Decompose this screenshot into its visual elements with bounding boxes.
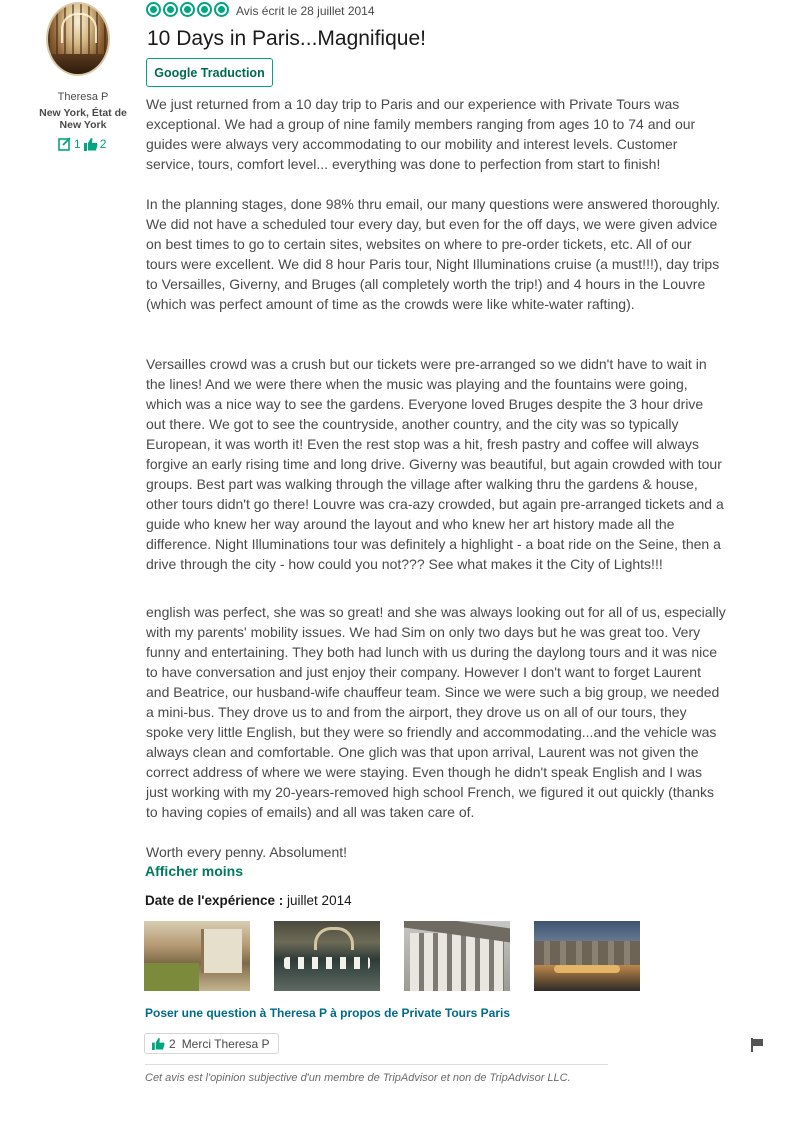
- thanks-label: Merci Theresa P: [181, 1036, 270, 1051]
- review-photo[interactable]: [404, 921, 510, 991]
- rating-bubble: [146, 2, 161, 17]
- reviewer-location: New York, État de New York: [39, 107, 127, 131]
- review-title[interactable]: 10 Days in Paris...Magnifique!: [147, 27, 426, 50]
- review-photo[interactable]: [144, 921, 250, 991]
- rating-bubble: [180, 2, 195, 17]
- review-count-icon: [58, 137, 72, 151]
- review-paragraph: english was perfect, she was so great! and she was always looking out for all of us, especially with my parents' mobility issues. We had Sim on only two days but he was great too. Very funny and entertaining. They both had lunch with us during the daylong tours and it was nice to have conversation and just enjoy their company. However I don't want to forget Laurent and Beatrice, our husband-wife chauffeur team. Since we were such a big group, we needed a mini-bus. They drove us to and from the airport, they drove us on all of our tours, they spoke very little English, but they were so friendly and accommodating...and the vehicle was always clean and comfortable. One glich was that upon arrival, Laurent was not given the correct address of where we were staying. Even though he didn't speak English and I was just working with my 20-years-removed high school French, we figured it out quickly (thanks to having copies of emails) and all was taken care of.: [146, 604, 726, 820]
- thanks-button[interactable]: [144, 1033, 279, 1054]
- avatar-photo-detail: [61, 13, 97, 43]
- experience-date-value: juillet 2014: [287, 893, 352, 908]
- thanks-count: 2: [169, 1036, 176, 1051]
- reviewer-name[interactable]: Theresa P: [57, 91, 109, 103]
- review-paragraph: Worth every penny. Absolument!: [146, 844, 348, 860]
- divider: [145, 1064, 608, 1065]
- review-paragraph: We just returned from a 10 day trip to Paris and our experience with Private Tours was exceptional. We had a group of nine family members ranging from ages 10 to 74 and our guides were always very accommodating to our mobility and interest levels. Customer service, tours, comfort level... everything was done to perfection from start to finish!: [146, 96, 696, 172]
- helpful-vote-count: 2: [99, 137, 107, 151]
- review-disclaimer: Cet avis est l'opinion subjective d'un membre de TripAdvisor et non de TripAdvisor LLC.: [145, 1072, 571, 1084]
- flag-icon[interactable]: [750, 1038, 764, 1052]
- rating-bubble: [163, 2, 178, 17]
- review-photo[interactable]: [274, 921, 380, 991]
- rating-bubble: [197, 2, 212, 17]
- reviewer-stats: [58, 137, 109, 151]
- review-photo[interactable]: [534, 921, 640, 991]
- show-less-link[interactable]: Afficher moins: [145, 863, 244, 879]
- google-translate-button[interactable]: Google Traduction: [146, 58, 273, 87]
- review-paragraph: In the planning stages, done 98% thru email, our many questions were answered thoroughly. We did not have a scheduled tour every day, but even for the off days, we were given advice on best times to go to certain sites, websites on where to pre-order tickets, etc. All of our tours were excellent. We did 8 hour Paris tour, Night Illuminations cruise (a must!!!), day trips to Versailles, Giverny, and Bruges (all completely worth the trip!) and 4 hours in the Louvre (which was perfect amount of time as the crowds were like white-water rafting).: [146, 196, 721, 312]
- experience-date-label: Date de l'expérience :: [145, 893, 284, 908]
- review-date: Avis écrit le 28 juillet 2014: [236, 4, 375, 18]
- ask-question-link[interactable]: Poser une question à Theresa P à propos de Private Tours Paris: [145, 1006, 511, 1020]
- reviewer-avatar[interactable]: [46, 2, 110, 76]
- thumbs-up-icon: [84, 138, 98, 151]
- review-paragraph: Versailles crowd was a crush but our tickets were pre-arranged so we didn't have to wait in the lines! And we were there when the music was playing and the fountains were going, which was a nice way to see the gardens. Everyone loved Bruges despite the 3 hour drive out there. We got to see the countryside, another country, and the city was so typically European, it was worth it! Even the rest stop was a hit, fresh pastry and coffee will always forgive an early rising time and long drive. Giverny was beautiful, but again crowded with tour groups. Best part was walking through the village after walking thru the gardens & house, other tours didn't go there! Louvre was cra-azy crowded, but again pre-arranged tickets and a guide who knew her way around the layout and who knew her art history made all the difference. Night Illuminations tour was definitely a highlight - a boat ride on the Seine, then a drive through the city - how could you not??? See what makes it the City of Lights!!!: [146, 356, 724, 572]
- contribution-count: 1: [74, 137, 81, 151]
- review-photos: [144, 921, 640, 991]
- rating-bubble: [214, 2, 229, 17]
- bubble-rating-icon: [146, 2, 229, 17]
- avatar-photo-floor: [48, 54, 108, 74]
- experience-date: [145, 893, 352, 908]
- thumbs-up-icon: [152, 1038, 165, 1050]
